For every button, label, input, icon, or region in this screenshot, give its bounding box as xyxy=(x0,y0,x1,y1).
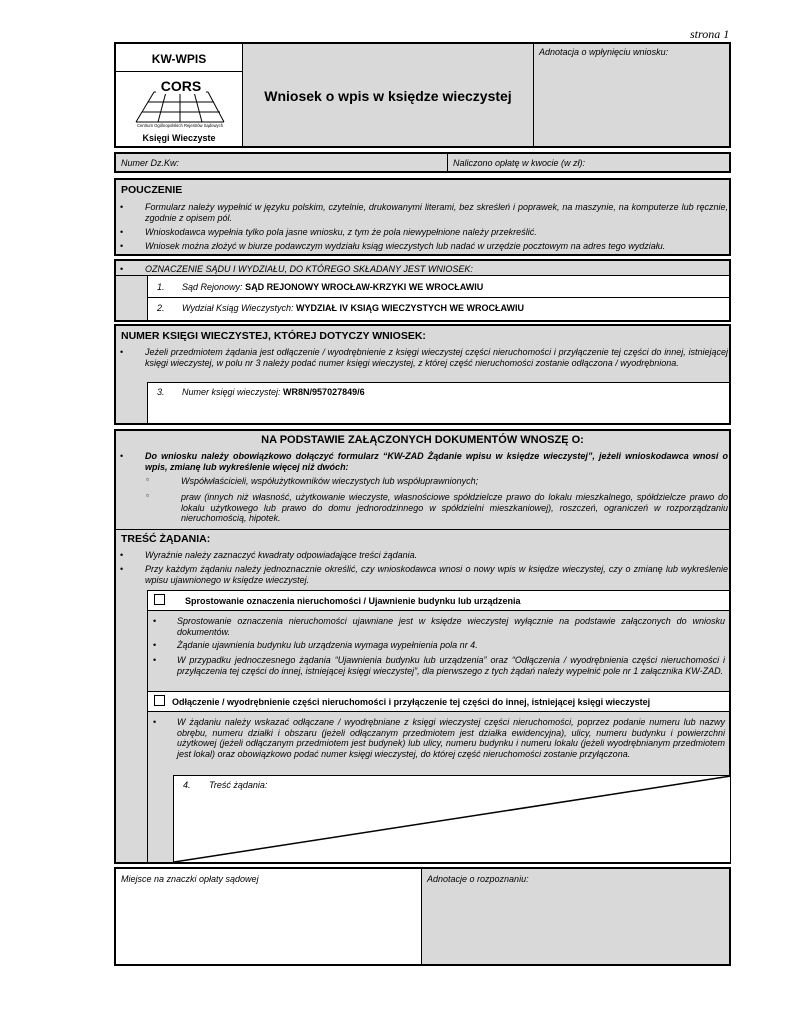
fee-label: Naliczono opłatę w kwocie (w zł): xyxy=(453,158,586,168)
review-field xyxy=(422,869,729,964)
title-panel xyxy=(243,44,534,146)
instructions-title: POUCZENIE xyxy=(121,184,183,196)
option-1-label: Sprostowanie oznaczenia nieruchomości / Ujawnienie budynku lub urządzenia xyxy=(185,596,521,606)
field-number: 2. xyxy=(157,303,165,313)
footer-section xyxy=(114,867,731,966)
option-1-row[interactable] xyxy=(147,590,729,611)
court-fields xyxy=(147,276,729,320)
form-code: KW-WPIS xyxy=(151,52,207,66)
bullet-icon: • xyxy=(120,227,124,237)
review-label: Adnotacje o rozpoznaniu: xyxy=(427,874,529,884)
page-number: strona 1 xyxy=(690,27,730,41)
court-name-label: Sąd Rejonowy: xyxy=(182,282,243,292)
option-2-label: Odłączenie / wyodrębnienie części nieruchomości i przyłączenie tej części do innej, istniejącej księgi wieczystej xyxy=(172,697,651,707)
book-number-section xyxy=(114,324,731,425)
instruction-item-3: Wniosek można złożyć w biurze podawczym wydziału ksiąg wieczystych lub nadać w urzędzie pocztowym na adres tego wydziału. xyxy=(145,241,666,251)
field-number: 4. xyxy=(183,780,191,790)
request-title: TREŚĆ ŻĄDANIA: xyxy=(121,533,211,545)
option-1-note-1: Sprostowanie oznaczenia nieruchomości ujawniane jest w księdze wieczystej wyłącznie na podstawie załączonych do wniosku dokumentów. xyxy=(177,616,725,637)
book-number-field[interactable] xyxy=(147,382,729,423)
court-heading: OZNACZENIE SĄDU I WYDZIAŁU, DO KTÓREGO SKŁADANY JEST WNIOSEK: xyxy=(145,264,473,274)
stamp-field xyxy=(116,869,422,964)
instruction-item-2: Wnioskodawca wypełnia tylko pola jasne wniosku, z tym że pola niewypełnione należy przekreślić. xyxy=(145,227,537,237)
sub-bullet-icon: ▫ xyxy=(146,475,149,484)
bullet-icon: • xyxy=(120,264,124,274)
court-division-value: WYDZIAŁ IV KSIĄG WIECZYSTYCH WE WROCŁAWIU xyxy=(295,303,524,313)
register-row xyxy=(114,152,731,173)
request-section xyxy=(114,429,731,864)
court-name-field[interactable] xyxy=(182,282,483,292)
documents-sub-item-1: Współwłaścicieli, współużytkowników wieczystych lub współuprawnionych; xyxy=(181,476,479,486)
instruction-item-1: Formularz należy wypełnić w języku polskim, czytelnie, drukowanymi literami, bez skreśleń i poprawek, na maszynie, na komputerze lub ręcznie, zgodnie z opisem pól. xyxy=(145,202,728,223)
bullet-icon: • xyxy=(120,347,124,357)
court-section xyxy=(114,259,731,322)
bullet-icon: • xyxy=(153,640,157,650)
book-number-label: Numer księgi wieczystej: xyxy=(182,387,281,397)
logo-caption: Księgi Wieczyste xyxy=(142,133,216,143)
bullet-icon: • xyxy=(153,717,157,727)
receipt-note-label: Adnotacja o wpłynięciu wniosku: xyxy=(539,47,669,57)
option-2-row[interactable] xyxy=(147,691,729,712)
request-item-1: Wyraźnie należy zaznaczyć kwadraty odpowiadające treści żądania. xyxy=(145,550,418,560)
bullet-icon: • xyxy=(120,202,124,212)
receipt-note-field xyxy=(534,44,729,146)
book-number-value: WR8N/957027849/6 xyxy=(283,387,365,397)
form-code-panel xyxy=(116,44,243,146)
documents-title: NA PODSTAWIE ZAŁĄCZONYCH DOKUMENTÓW WNOSZĘ O: xyxy=(261,434,584,446)
bullet-icon: • xyxy=(153,655,157,665)
sub-bullet-icon: ▫ xyxy=(146,491,149,500)
option-1-notes xyxy=(147,611,729,691)
bullet-icon: • xyxy=(120,564,124,574)
bullet-icon: • xyxy=(120,550,124,560)
option-1-note-3: W przypadku jednoczesnego żądania “Ujawnienia budynku lub urządzenia” oraz “Odłączenia / wyodrębnienia części nieruchomości i przyłączenia tej części do innej, istniejącej księgi wieczystej”, dla pierwszego z tych żądań należy wypełnić pole nr 1 załącznika KW-ZAD. xyxy=(177,655,725,676)
option-2-checkbox[interactable] xyxy=(154,695,165,706)
request-content-label: Treść żądania: xyxy=(209,780,268,790)
documents-sub-item-2: praw (innych niż własność, użytkowanie wieczyste, własnościowe spółdzielcze prawo do lokalu mieszkalnego, spółdzielcze prawo do lokalu użytkowego lub prawo do domu jednorodzinnego w spółdzielni mieszkaniowej), roszczeń, ograniczeń w rozporządzaniu nieruchomością, hipotek. xyxy=(181,492,728,523)
stamp-label: Miejsce na znaczki opłaty sądowej xyxy=(121,874,259,884)
field-number: 3. xyxy=(157,387,165,397)
option-2-note: W żądaniu należy wskazać odłączane / wyodrębniane z księgi wieczystej części nieruchomości, poprzez podanie numeru lub nazwy obrębu, numeru działki i obszaru (jeżeli odłączanym przedmiotem jest działka ewidencyjna), ulicy, numeru budynku i powierzchni użytkowej (jeżeli odłączanym przedmiotem jest budynek) lub ulicy, numeru budynku i numeru lokalu (jeżeli wyodrębnianym przedmiotem jest lokal) oraz obowiązkowo podać numer księgi wieczystej, do której część nieruchomości zostanie przyłączona. xyxy=(177,717,725,759)
register-number-label: Numer Dz.Kw: xyxy=(121,158,180,168)
logo-subtitle: Centrum Ogólnopolskich Rejestrów Sądowych xyxy=(136,123,224,128)
request-content-field[interactable] xyxy=(173,775,730,862)
documents-note: Do wniosku należy obowiązkowo dołączyć formularz “KW-ZAD Żądanie wpisu w księdze wieczystej”, jeżeli wnioskodawca wnosi o wpis, zmianę lub wykreślenie więcej niż dwóch: xyxy=(145,451,728,472)
instructions-section xyxy=(114,178,731,256)
option-1-checkbox[interactable] xyxy=(154,594,165,605)
request-item-2: Przy każdym żądaniu należy jednoznacznie określić, czy wnioskodawca wnosi o nowy wpis w księdze wieczystej, czy o zmianę lub wykreślenie wpisu ujawnionego w księdze wieczystej. xyxy=(145,564,728,585)
bullet-icon: • xyxy=(153,616,157,626)
form-title: Wniosek o wpis w księdze wieczystej xyxy=(264,88,512,104)
form-header xyxy=(114,42,731,148)
book-number-note: Jeżeli przedmiotem żądania jest odłączenie / wyodrębnienie z księgi wieczystej części nieruchomości i przyłączenie tej części do innej, istniejącej księgi wieczystej, w polu nr 3 należy podać numer księgi wieczystej, z której część nieruchomości zostanie odłączona / wyodrębniona. xyxy=(145,347,728,368)
field-number: 1. xyxy=(157,282,165,292)
option-2-notes xyxy=(147,712,729,862)
cors-logo-icon xyxy=(128,78,232,128)
court-division-field[interactable] xyxy=(182,303,524,313)
option-1-note-2: Żądanie ujawnienia budynku lub urządzenia wymaga wypełnienia pola nr 4. xyxy=(177,640,478,650)
court-name-value: SĄD REJONOWY WROCŁAW-KRZYKI WE WROCŁAWIU xyxy=(245,282,484,292)
logo-text: CORS xyxy=(160,78,202,94)
court-division-label: Wydział Ksiąg Wieczystych: xyxy=(182,303,294,313)
book-number-title: NUMER KSIĘGI WIECZYSTEJ, KTÓREJ DOTYCZY WNIOSEK: xyxy=(121,330,426,342)
bullet-icon: • xyxy=(120,451,124,461)
bullet-icon: • xyxy=(120,241,124,251)
